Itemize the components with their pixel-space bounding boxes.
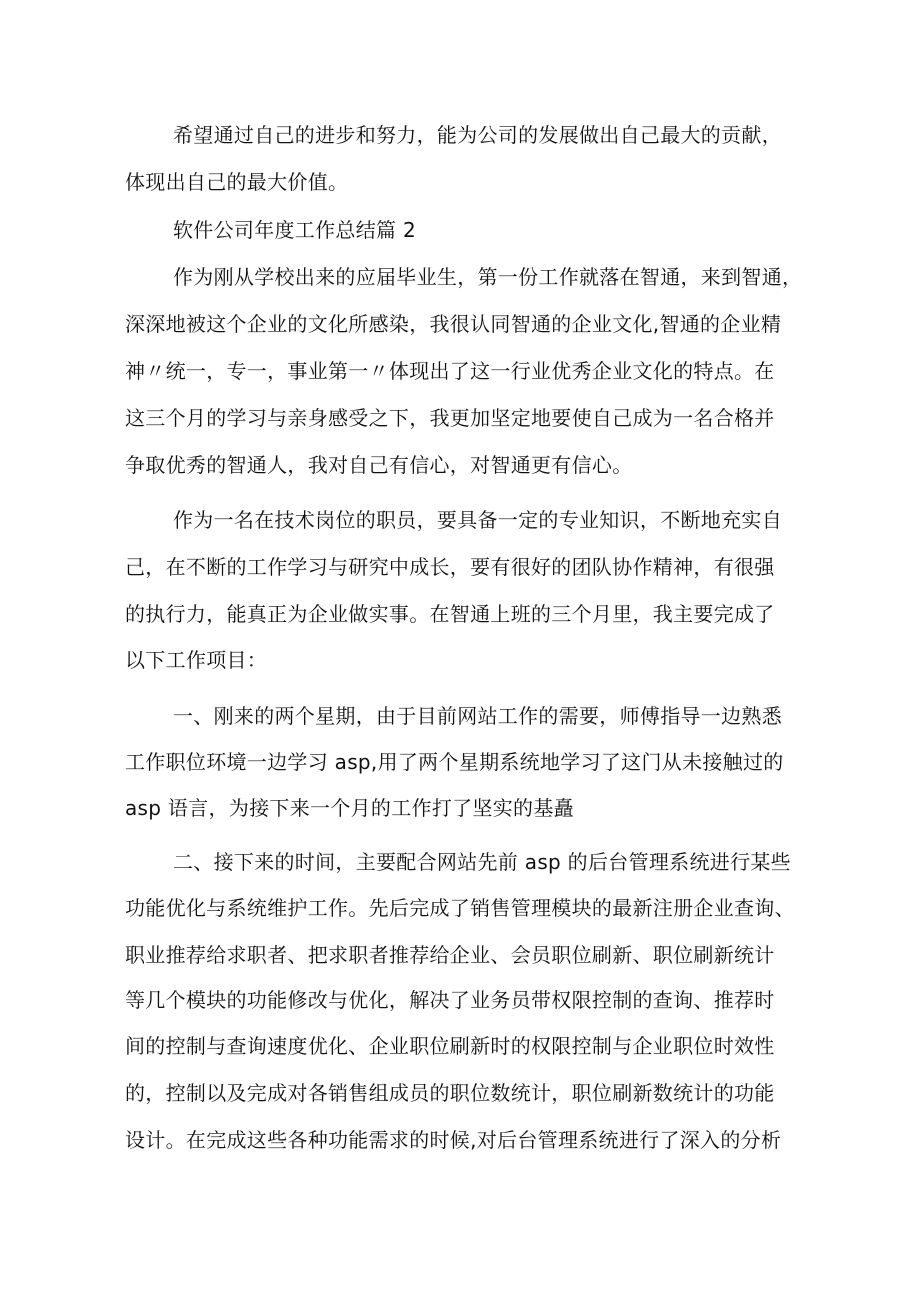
paragraph-line: 的，控制以及完成对各销售组成员的职位数统计，职位刷新数统计的功能 [125,1081,775,1105]
paragraph-line: asp 语言，为接下来一个月的工作打了坚实的基矗 [125,796,574,820]
paragraph-line: 一、刚来的两个星期，由于目前网站工作的需要，师傅指导一边熟悉 [173,704,782,728]
paragraph-line: 希望通过自己的进步和努力，能为公司的发展做出自己最大的贡献， [173,123,782,147]
paragraph-line: 作为刚从学校出来的应届毕业生，第一份工作就落在智通，来到智通， [173,265,803,289]
paragraph-line: 工作职位环境一边学习 asp,用了两个星期系统地学习了这门从未接触过的 [125,750,784,774]
paragraph-line: 体现出自己的最大价值。 [125,170,349,194]
paragraph-line: 争取优秀的智通人，我对自己有信心，对智通更有信心。 [125,453,633,477]
paragraph-line: 设计。在完成这些各种功能需求的时候,对后台管理系统进行了深入的分析 [125,1128,782,1152]
paragraph-line: 己，在不断的工作学习与研究中成长，要有很好的团队协作精神，有很强 [125,555,775,579]
paragraph-line: 神〃统一，专一，事业第一〃体现出了这一行业优秀企业文化的特点。在 [125,359,775,383]
paragraph-line: 作为一名在技术岗位的职员，要具备一定的专业知识，不断地充实自 [173,508,782,532]
paragraph-line: 职业推荐给求职者、把求职者推荐给企业、会员职位刷新、职位刷新统计 [125,943,775,967]
section-heading: 软件公司年度工作总结篇 2 [173,218,416,242]
paragraph-line: 等几个模块的功能修改与优化，解决了业务员带权限控制的查询、推荐时 [125,988,775,1012]
paragraph-line: 二、接下来的时间，主要配合网站先前 asp 的后台管理系统进行某些 [173,850,791,874]
paragraph-line: 间的控制与查询速度优化、企业职位刷新时的权限控制与企业职位时效性 [125,1034,775,1058]
paragraph-line: 这三个月的学习与亲身感受之下，我更加坚定地要使自己成为一名合格并 [125,406,775,430]
paragraph-line: 的执行力，能真正为企业做实事。在智通上班的三个月里，我主要完成了 [125,602,775,626]
paragraph-line: 功能优化与系统维护工作。先后完成了销售管理模块的最新注册企业查询、 [125,896,795,920]
paragraph-line: 以下工作项目： [125,648,268,672]
paragraph-line: 深深地被这个企业的文化所感染，我很认同智通的企业文化,智通的企业精 [125,312,782,336]
